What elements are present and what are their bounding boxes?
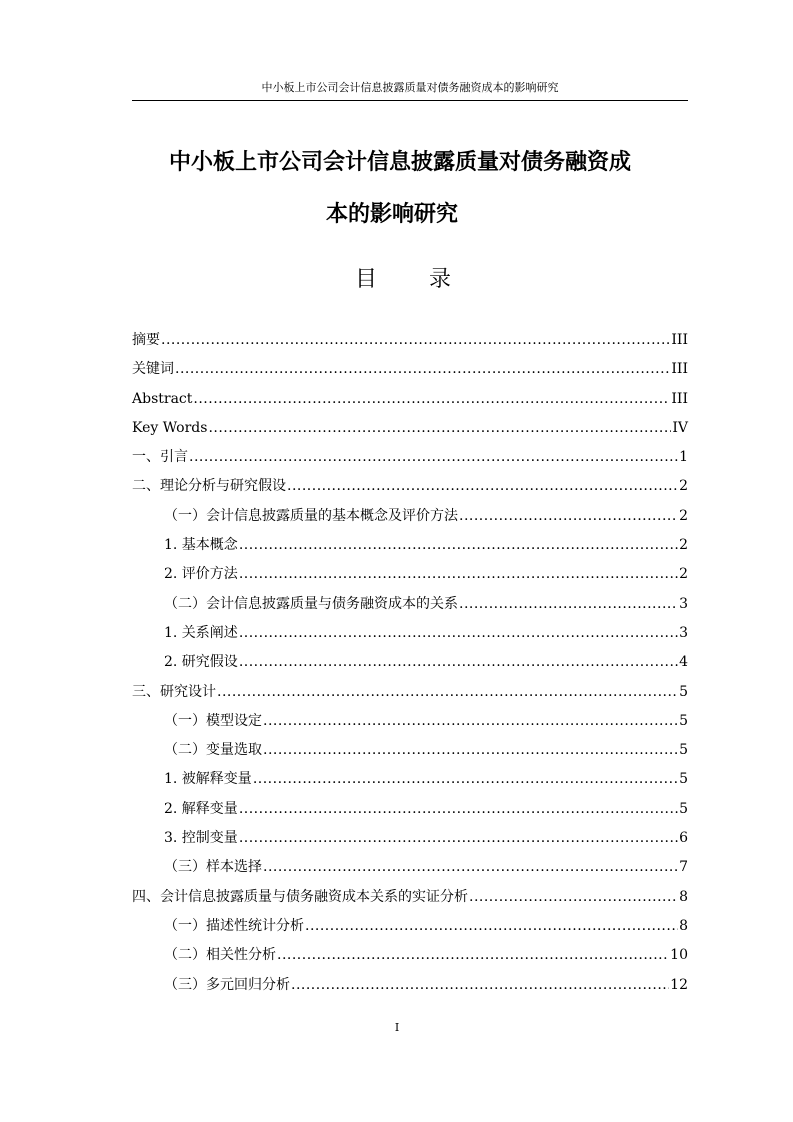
toc-entry-correlation-analysis[interactable] [132, 943, 688, 972]
toc-entry-keywords-cn[interactable] [132, 357, 688, 386]
toc-leader-dots [263, 738, 678, 762]
toc-entry-label: （三）多元回归分析 [164, 976, 290, 993]
toc-entry-introduction[interactable] [132, 445, 688, 474]
toc-entry-relationship-statement[interactable] [132, 621, 688, 650]
toc-entry-research-design[interactable] [132, 680, 688, 709]
toc-leader-dots [239, 562, 678, 586]
toc-entry-label: 四、会计信息披露质量与债务融资成本关系的实证分析 [132, 888, 468, 905]
toc-leader-dots [189, 445, 678, 469]
toc-entry-label: （一）模型设定 [164, 712, 262, 729]
toc-heading-left: 目 [355, 267, 378, 292]
toc-entry-label: 2. 研究假设 [164, 654, 238, 671]
toc-entry-page: 2 [679, 478, 688, 495]
toc-entry-page: 5 [679, 771, 688, 788]
toc-entry-page: 2 [679, 537, 688, 554]
toc-entry-label: 1. 被解释变量 [164, 771, 252, 788]
header-divider [132, 100, 688, 101]
toc-leader-dots [469, 885, 678, 909]
toc-entry-empirical-analysis[interactable] [132, 885, 688, 914]
toc-entry-page: III [671, 332, 688, 348]
toc-entry-label: 一、引言 [132, 449, 188, 466]
toc-entry-independent-variable[interactable] [132, 797, 688, 826]
toc-entry-page: 5 [679, 683, 688, 700]
toc-entry-hypotheses[interactable] [132, 650, 688, 679]
toc-leader-dots [239, 650, 678, 674]
toc-entry-relationship[interactable] [132, 592, 688, 621]
toc-heading-right: 录 [429, 267, 452, 292]
toc-leader-dots [217, 680, 678, 704]
toc-entry-label: （三）样本选择 [164, 859, 262, 876]
toc-entry-basic-concepts[interactable] [132, 533, 688, 562]
toc-entry-page: 5 [679, 712, 688, 729]
toc-leader-dots [459, 592, 678, 616]
toc-entry-abstract-en[interactable] [132, 387, 688, 416]
toc-entry-model-setup[interactable] [132, 709, 688, 738]
toc-heading [355, 266, 451, 294]
toc-entry-label: 2. 评价方法 [164, 566, 238, 583]
toc-leader-dots [277, 943, 669, 967]
toc-entry-label: （二）会计信息披露质量与债务融资成本的关系 [164, 595, 458, 612]
toc-entry-variable-selection[interactable] [132, 738, 688, 767]
toc-entry-page: IV [672, 419, 688, 436]
toc-leader-dots [263, 709, 678, 733]
toc-leader-dots [305, 914, 678, 938]
toc-entry-label: 关键词 [132, 361, 174, 378]
toc-entry-label: 二、理论分析与研究假设 [132, 478, 286, 495]
toc-entry-label: 摘要 [132, 332, 160, 348]
toc-leader-dots [239, 621, 678, 645]
toc-entry-page: 4 [679, 654, 688, 671]
toc-entry-label: Abstract [132, 390, 193, 407]
toc-entry-page: 10 [670, 947, 688, 964]
toc-entry-page: III [671, 390, 688, 407]
toc-entry-page: 8 [679, 917, 688, 934]
toc-leader-dots [239, 826, 678, 850]
toc-entry-control-variables[interactable] [132, 826, 688, 855]
toc-entry-evaluation-methods[interactable] [132, 562, 688, 591]
toc-leader-dots [175, 357, 670, 381]
toc-leader-dots [208, 416, 671, 440]
document-title-line-2: 本的影响研究 [325, 202, 458, 227]
toc-entry-page: 3 [679, 595, 688, 612]
toc-leader-dots [263, 855, 678, 879]
toc-leader-dots [239, 533, 678, 557]
toc-leader-dots [193, 387, 670, 411]
toc-leader-dots [239, 797, 678, 821]
toc-entry-page: 7 [679, 859, 688, 876]
toc-entry-label: 三、研究设计 [132, 683, 216, 700]
toc-entry-page: 2 [679, 507, 688, 524]
toc-entry-label: 2. 解释变量 [164, 800, 238, 817]
toc-entry-label: 1. 关系阐述 [164, 624, 238, 641]
toc-entry-sample-selection[interactable] [132, 855, 688, 884]
toc-entry-basic-concepts-methods[interactable] [132, 504, 688, 533]
toc-entry-keywords-en[interactable] [132, 416, 688, 445]
toc-entry-label: 3. 控制变量 [164, 830, 238, 847]
toc-entry-label: Key Words [132, 419, 208, 436]
toc-leader-dots [287, 474, 678, 498]
toc-leader-dots [161, 328, 670, 352]
toc-entry-label: （一）描述性统计分析 [164, 917, 304, 934]
toc-leader-dots [291, 973, 669, 997]
toc-entry-page: III [671, 361, 688, 378]
toc-entry-label: 1. 基本概念 [164, 537, 238, 554]
toc-entry-regression-analysis[interactable] [132, 973, 688, 1002]
toc-entry-page: 12 [670, 976, 688, 993]
toc-entry-page: 2 [679, 566, 688, 583]
toc-entry-page: 5 [679, 800, 688, 817]
toc-entry-label: （二）变量选取 [164, 742, 262, 759]
toc-entry-page: 3 [679, 624, 688, 641]
toc-entry-page: 8 [679, 888, 688, 905]
running-header: 中小板上市公司会计信息披露质量对债务融资成本的影响研究 [261, 81, 559, 94]
table-of-contents [132, 328, 688, 1002]
toc-entry-label: （一）会计信息披露质量的基本概念及评价方法 [164, 507, 458, 524]
toc-entry-dependent-variable[interactable] [132, 767, 688, 796]
toc-entry-page: 5 [679, 742, 688, 759]
toc-entry-theory[interactable] [132, 474, 688, 503]
document-title-line-1: 中小板上市公司会计信息披露质量对债务融资成 [168, 150, 631, 175]
toc-entry-descriptive-statistics[interactable] [132, 914, 688, 943]
toc-entry-page: 6 [679, 830, 688, 847]
toc-entry-abstract-cn[interactable] [132, 328, 688, 357]
toc-entry-page: 1 [679, 449, 688, 466]
page-number: I [394, 1021, 400, 1034]
toc-leader-dots [459, 504, 678, 528]
toc-leader-dots [253, 767, 678, 791]
toc-entry-label: （二）相关性分析 [164, 947, 276, 964]
